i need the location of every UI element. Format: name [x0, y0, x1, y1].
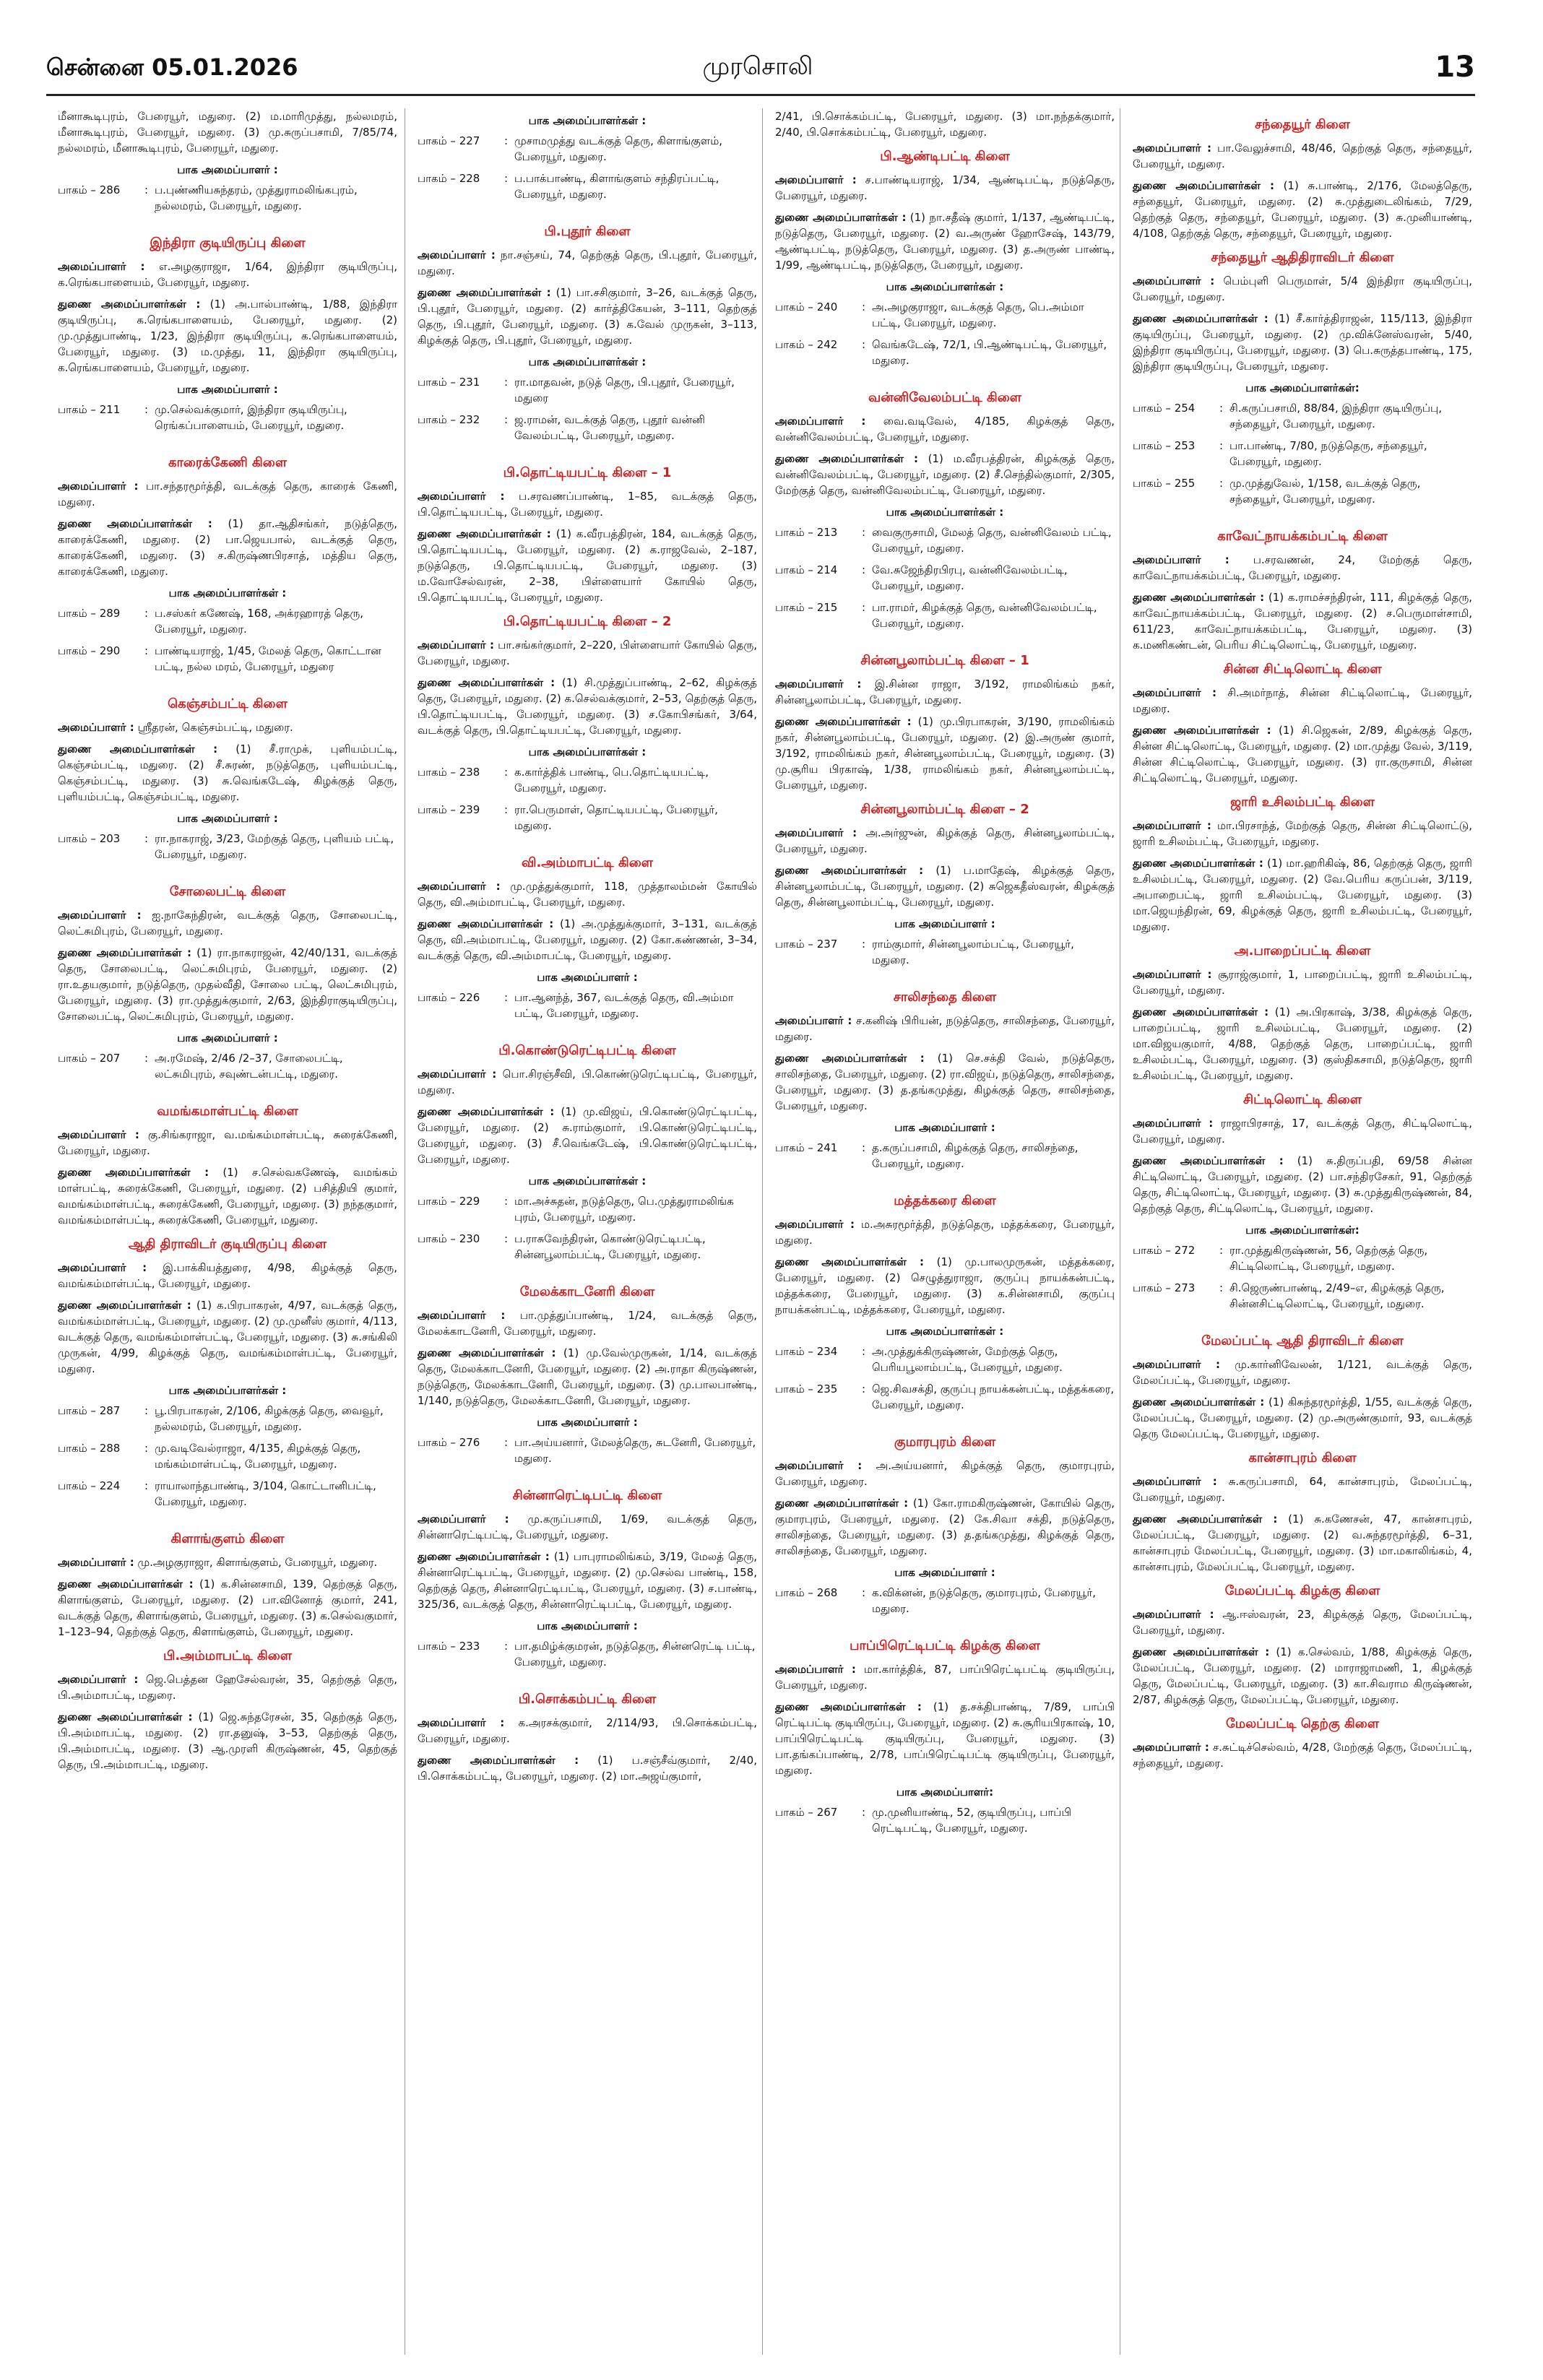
booth-entry: பாகம் – 226 : பா.ஆனந்த், 367, வடக்குத் தெரு, வி.அம்மா பட்டி, பேரையூர், மதுரை.: [418, 991, 734, 1020]
booth-subheading: பாக அமைப்பாளர்கள் :: [168, 587, 287, 600]
page-header: [46, 51, 1475, 85]
organizer-para: அமைப்பாளர் : பொ.சிரஞ்சீவி, பி.கொண்டுரெட்டிபட்டி, பேரையூர், மதுரை.: [418, 1068, 757, 1096]
deputies-para: துணை அமைப்பாளர்கள் : (1) நா.சதீஷ் குமார், 1/137, ஆண்டிபட்டி, நடுத்தெரு, பேரையூர், மதுரை. (2) வ.அருண் ஹோசேஷ், 143/79, ஆண்டிபட்டி, நடுத்தெரு, பேரையூர், மதுரை. (3) த.அருண் பாண்டி, 1/99, ஆண்டிபட்டி, நடுத்தெரு, பேரையூர், மதுரை.: [775, 211, 1115, 272]
booth-subheading: பாக அமைப்பாளர் :: [894, 1566, 995, 1579]
booth-subheading: பாக அமைப்பாளர் :: [537, 971, 638, 984]
deputies-para: துணை அமைப்பாளர்கள் : (1) சு.திருப்பதி, 69/58 சின்ன சிட்டிலொட்டி, பேரையூர், மதுரை. (2) பா.சந்திரசேகர், 91, தெற்குத் தெரு, சிட்டிலொட்டி, பேரையூர், மதுரை. (3) சு.முத்துகிருஷ்ணன், 84, தெற்குத் தெரு, சிட்டிலொட்டி, பேரையூர், மதுரை.: [1133, 1154, 1472, 1215]
organizer-para: அமைப்பாளர் : அ.அய்யனார், கிழக்குத் தெரு, குமாரபுரம், பேரையூர், மதுரை.: [775, 1459, 1115, 1488]
booth-subheading: பாக அமைப்பாளர் :: [537, 1416, 638, 1429]
deputies-para: துணை அமைப்பாளர்கள் : (1) க.சின்னசாமி, 139, தெற்குத் தெரு, கிளாங்குளம், பேரையூர், மதுரை. (2) பா.வினோத் குமார், 241, வடக்குத் தெரு, கிளாங்குளம், பேரையூர், மதுரை. (3) க.செல்வகுமார், 1–123–94, தெற்குத் தெரு, கிளாங்குளம், பேரையூர், மதுரை.: [58, 1578, 397, 1638]
column-4: [1133, 108, 1472, 1777]
booth-entry: பாகம் – 272 : ரா.முத்துகிருஷ்ணன், 56, தெற்குத் தெரு, சிட்டிலொட்டி, பேரையூர், மதுரை.: [1133, 1244, 1428, 1273]
booth-entry: பாகம் – 230 : ப.ராசுவேந்திரன், கொண்டுரெட்டிபட்டி, சின்னபூலாம்பட்டி, பேரையூர், மதுரை.: [418, 1232, 706, 1261]
booth-subheading: பாக அமைப்பாளர்கள் :: [528, 745, 647, 758]
organizer-para: அமைப்பாளர் : மா.கார்த்திக், 87, பாப்பிரெட்டிபட்டி குடியிருப்பு, பேரையூர், மதுரை.: [775, 1663, 1115, 1692]
booth-entry: பாகம் – 237 : ராம்குமார், சின்னபூலாம்பட்டி, பேரையூர், மதுரை.: [775, 938, 1074, 966]
organizer-para: அமைப்பாளர் : ப.சரவணப்பாண்டி, 1–85, வடக்குத் தெரு, பி.தொட்டியபட்டி, பேரையூர், மதுரை.: [418, 490, 757, 519]
booth-entry: பாகம் – 224 : ராயாலாந்தபாண்டி, 3/104, கொட்டானிபட்டி, பேரையூர், மதுரை.: [58, 1479, 376, 1508]
organizer-para: அமைப்பாளர் : சூராஜ்குமார், 1, பாறைப்பட்டி, ஜாரி உசிலம்பட்டி, பேரையூர், மதுரை.: [1133, 968, 1472, 997]
booth-subheading: பாக அமைப்பாளர் :: [177, 1031, 278, 1044]
deputies-para: துணை அமைப்பாளர்கள் : (1) க.வீரபத்திரன், 184, வடக்குத் தெரு, பி.தொட்டியபட்டி, பேரையூர், மதுரை. (2) க.ராஜவேல், 2–187, நடுத்தெரு, பி.தொட்டியபட்டி, பேரையூர், மதுரை. (3) ம.வோசேல்வரன், 2–38, பிள்ளையார் கோயில் தெரு, பி.தொட்டியபட்டி, பேரையூர், மதுரை.: [418, 527, 757, 604]
booth-subheading: பாக அமைப்பாளர் :: [894, 917, 995, 930]
booth-entry: பாகம் – 241 : த.கருப்பசாமி, கிழக்குத் தெரு, சாலிசந்தை, பேரையூர், மதுரை.: [775, 1141, 1079, 1170]
branch-heading: சின்னபூலாம்பட்டி கிளை – 1: [860, 653, 1029, 668]
branch-heading: சிட்டிலொட்டி கிளை: [1242, 1092, 1362, 1107]
branch-heading: ஆதி திராவிடர் குடியிருப்பு கிளை: [128, 1237, 327, 1252]
deputies-para: துணை அமைப்பாளர்கள் : (1) க.ராமச்சந்திரன், 111, கிழக்குத் தெரு, காவேட்நாயக்கம்பட்டி, பேரையூர், மதுரை. (2) ச.பெருமாள்சாமி, 611/23, காவேட்நாயக்கம்பட்டி, பேரையூர், மதுரை. (3) க.மணிகண்டன், பெரிய சிட்டிலொட்டி, பேரையூர், மதுரை.: [1133, 591, 1472, 652]
organizer-para: அமைப்பாளர் : ஜெ.பெத்தன ஹேசேல்வரன், 35, தெற்குத் தெரு, பி.அம்மாபட்டி, மதுரை.: [58, 1673, 397, 1702]
branch-heading: கெஞ்சம்பட்டி கிளை: [168, 696, 288, 711]
organizer-para: அமைப்பாளர் : ராஜாபிரசாத், 17, வடக்குத் தெரு, சிட்டிலொட்டி, பேரையூர், மதுரை.: [1133, 1117, 1472, 1146]
branch-heading: பி.தொட்டியபட்டி கிளை – 2: [503, 614, 672, 629]
booth-entry: பாகம் – 254 : சி.கருப்பசாமி, 88/84, இந்திரா குடியிருப்பு, சந்தையூர், பேரையூர், மதுரை.: [1133, 402, 1442, 430]
booth-entry: பாகம் – 288 : மு.வடிவேல்ராஜா, 4/135, கிழக்குத் தெரு, மங்கம்மாள்பட்டி, பேரையூர், மதுரை.: [58, 1442, 361, 1471]
branch-heading: பி.கொண்டுரெட்டிபட்டி கிளை: [498, 1043, 676, 1058]
booth-entry: பாகம் – 231 : ரா.மாதவன், நடுத் தெரு, பி.புதூர், பேரையூர், மதுரை: [418, 376, 735, 404]
branch-heading: சந்தையூர் ஆதிதிராவிடர் கிளை: [1211, 250, 1394, 265]
booth-subheading: பாக அமைப்பாளர்கள் :: [528, 355, 647, 368]
deputies-para: துணை அமைப்பாளர்கள் : (1) பா.சசிகுமார், 3–26, வடக்குத் தெரு, பி.புதூர், பேரையூர், மதுரை. (2) கார்த்திகேயன், 3–111, தெற்குத் தெரு, பி.புதூர், பேரையூர், மதுரை. (3) க.வேல் முருகன், 3–113, கிழக்குத் தெரு, பி.புதூர், பேரையூர், மதுரை.: [418, 286, 757, 347]
booth-entry: பாகம் – 235 : ஜெ.சிவசக்தி, குருப்பு நாயக்கன்பட்டி, மத்தக்கரை, பேரையூர், மதுரை.: [775, 1382, 1115, 1411]
continued-text: 2/41, பி.சொக்கம்பட்டி, பேரையூர், மதுரை. (3) மா.நந்தக்குமார், 2/40, பி.சொக்கம்பட்டி, பேரையூர், மதுரை.: [775, 110, 1115, 139]
booth-entry: பாகம் – 268 : க.விக்னன், நடுத்தெரு, குமாரபுரம், பேரையூர், மதுரை.: [775, 1586, 1096, 1615]
booth-entry: பாகம் – 253 : பா.பாண்டி, 7/80, நடுத்தெரு, சந்தையூர், பேரையூர், மதுரை.: [1133, 439, 1427, 468]
booth-subheading: பாக அமைப்பாளர்கள் :: [168, 1384, 287, 1397]
column-divider: [762, 108, 763, 2355]
booth-entry: பாகம் – 203 : ரா.நாகராஜ், 3/23, மேற்குத் தெரு, புளியம் பட்டி, பேரையூர், மதுரை.: [58, 832, 394, 861]
branch-heading: குமாரபுரம் கிளை: [894, 1435, 996, 1450]
booth-subheading: பாக அமைப்பாளர் :: [177, 383, 278, 396]
page-number: 13: [1435, 51, 1475, 84]
organizer-para: அமைப்பாளர் : சி.அமர்நாத், சின்ன சிட்டிலொட்டி, பேரையூர், மதுரை.: [1133, 686, 1472, 715]
branch-heading: வி.அம்மாபட்டி கிளை: [521, 855, 654, 870]
booth-subheading: பாக அமைப்பாளர்கள் :: [886, 506, 1004, 519]
booth-entry: பாகம் – 229 : மா.அச்சுதன், நடுத்தெரு, பெ.முத்துராமலிங்க புரம், பேரையூர், மதுரை.: [418, 1195, 734, 1224]
organizer-para: அமைப்பாளர் : இ.சின்ன ராஜா, 3/192, ராமலிங்கம் நகர், சின்னபூலாம்பட்டி, பேரையூர், மதுரை.: [775, 678, 1115, 706]
deputies-para: துணை அமைப்பாளர்கள் : (1) சு.பாண்டி, 2/176, மேலத்தெரு, சந்தையூர், பேரையூர், மதுரை. (2) சு.முத்துடைலிங்கம், 7/29, தெற்குத் தெரு, சந்தையூர், பேரையூர், மதுரை. (3) சு.முனியாண்டி, 4/108, தெற்குத் தெரு, சந்தையூர், பேரையூர், மதுரை.: [1133, 179, 1472, 240]
organizer-para: அமைப்பாளர் : மு.கார்னிவேலன், 1/121, வடக்குத் தெரு, மேலப்பட்டி, பேரையூர், மதுரை.: [1133, 1358, 1472, 1387]
branch-heading: வமங்கமாள்பட்டி கிளை: [157, 1104, 298, 1119]
deputies-para: துணை அமைப்பாளர்கள் : (1) பாபுராமலிங்கம், 3/19, மேலத் தெரு, சின்னாரெட்டிபட்டி, பேரையூர், மதுரை. (2) மு.செல்வ பாண்டி, 158, தெற்குத் தெரு, சின்னாரெட்டிபட்டி, பேரையூர், மதுரை. (3) ச.பாண்டி, 325/36, வடக்குத் தெரு, சின்னாரெட்டிபட்டி, பேரையூர், மதுரை.: [418, 1550, 757, 1611]
edition-date: சென்னை 05.01.2026: [46, 53, 298, 81]
column-3: [775, 108, 1115, 1842]
organizer-para: அமைப்பாளர் : ப.சரவணன், 24, மேற்குத் தெரு, காவேட்நாயக்கம்பட்டி, பேரையூர், மதுரை.: [1133, 553, 1472, 582]
deputies-para: துணை அமைப்பாளர்கள் : (1) மு.வேல்முருகன், 1/14, வடக்குத் தெரு, மேலக்காடனேரி, பேரையூர், மதுரை. (2) அ.ராதா கிருஷ்ணன், நடுத்தெரு, மேலக்காடனேரி, பேரையூர், மதுரை. (3) மு.பாலபாண்டி, 1/140, நடுத்தெரு, மேலக்காடனேரி, பேரையூர், மதுரை.: [418, 1346, 757, 1407]
branch-heading: பாப்பிரெட்டிபட்டி கிழக்கு கிளை: [850, 1638, 1040, 1653]
booth-entry: பாகம் – 290 : பாண்டியராஜ், 1/45, மேலத் தெரு, கொட்டான பட்டி, நல்ல மரம், பேரையூர், மதுரை: [58, 644, 381, 673]
column-1: [58, 108, 397, 1778]
deputies-para: துணை அமைப்பாளர்கள் : (1) சீ.கார்த்திராஜன், 115/113, இந்திரா குடியிருப்பு, பேரையூர், மதுரை. (2) மு.விக்னேஸ்வரன், 5/40, இந்திரா குடியிருப்பு, பேரையூர், மதுரை. (3) பெ.சுருத்தபாண்டி, 175, இந்திரா குடியிருப்பு, பேரையூர், மதுரை.: [1133, 312, 1472, 373]
booth-subheading: பாக அமைப்பாளர்:: [896, 1786, 994, 1799]
booth-entry: பாகம் – 238 : க.கார்த்திக் பாண்டி, பெ.தொட்டியபட்டி, பேரையூர், மதுரை.: [418, 766, 709, 795]
newspaper-name: முரசொலி: [702, 52, 813, 81]
booth-entry: பாகம் – 286 : ப.புண்ணியசுந்தரம், முத்துராமலிங்கபுரம், நல்லமரம், பேரையூர், மதுரை.: [58, 182, 397, 214]
branch-heading: சாலிசந்தை கிளை: [893, 990, 997, 1005]
organizer-para: அமைப்பாளர் : பா.வேலுச்சாமி, 48/46, தெற்குத் தெரு, சந்தையூர், பேரையூர், மதுரை.: [1133, 142, 1472, 170]
deputies-para: துணை அமைப்பாளர்கள் : (1) ப.சஞ்சீவ்குமார், 2/40, பி.சொக்கம்பட்டி, பேரையூர், மதுரை. (2) மா.அஜய்குமார்,: [418, 1754, 757, 1783]
booth-entry: பாகம் – 242 : வெங்கடேஷ், 72/1, பி.ஆண்டிபட்டி, பேரையூர், மதுரை.: [775, 338, 1107, 367]
deputies-para: துணை அமைப்பாளர்கள் : (1) அ.பால்பாண்டி, 1/88, இந்திரா குடியிருப்பு, க.ரெங்கபாளையம், பேரையூர், மதுரை. (2) மு.முத்துபாண்டி, 1/23, இந்திரா குடியிருப்பு, க.ரெங்கபாளையம், பேரையூர், மதுரை. (3) ம.முத்து, 11, இந்திரா குடியிருப்பு, க.ரெங்கபாளையம், பேரையூர், மதுரை.: [58, 298, 397, 374]
deputies-para: துணை அமைப்பாளர்கள் : (1) தா.ஆதிசங்கர், நடுத்தெரு, காரைக்கேணி, மதுரை. (2) பா.ஜெயபால், வடக்குத் தெரு, காரைக்கேணி, மதுரை. (3) ச.கிருஷ்ணபிரசாத், மத்திய தெரு, காரைக்கேணி, மதுரை.: [58, 517, 397, 578]
organizer-para: அமைப்பாளர் : கு.சிங்கராஜா, வ.மங்கம்மாள்பட்டி, சுரைக்கேணி, பேரையூர், மதுரை.: [58, 1128, 397, 1157]
booth-entry: பாகம் – 240 : அ.அழகுராஜா, வடக்குத் தெரு, பெ.அம்மா பட்டி, பேரையூர், மதுரை.: [775, 300, 1084, 329]
organizer-para: அமைப்பாளர் : மு.அழகுராஜா, கிளாங்குளம், பேரையூர், மதுரை.: [58, 1556, 378, 1569]
booth-subheading: பாக அமைப்பாளர் :: [177, 812, 278, 825]
organizer-para: அமைப்பாளர் : பா.சங்கர்குமார், 2–220, பிள்ளையார் கோயில் தெரு, பேரையூர், மதுரை.: [418, 639, 757, 667]
branch-heading: சின்ன சிட்டிலொட்டி கிளை: [1223, 662, 1382, 677]
booth-entry: பாகம் – 207 : அ.ரமேஷ், 2/46 /2–37, சோலைபட்டி, லட்சுமிபுரம், சவுண்டன்பட்டி, மதுரை.: [58, 1052, 343, 1081]
booth-entry: பாகம் – 255 : மு.முத்துவேல், 1/158, வடக்குத் தெரு, சந்தையூர், பேரையூர், மதுரை.: [1133, 477, 1421, 506]
branch-heading: மேலக்காடனேரி கிளை: [519, 1284, 655, 1299]
deputies-para: துணை அமைப்பாளர்கள் : (1) சு.கணேசன், 47, கான்சாபுரம், மேலப்பட்டி, பேரையூர், மதுரை. (2) வ.சுந்தரமூர்த்தி, 6–31, கான்சாபுரம் மேலப்பட்டி, பேரையூர், மதுரை. (3) மா.மகாலிங்கம், 4, கான்சாபுரம், மேலப்பட்டி, பேரையூர், மதுரை.: [1133, 1513, 1472, 1573]
booth-entry: பாகம் – 276 : பா.அய்யனார், மேலத்தெரு, சுடனேரி, பேரையூர், மதுரை.: [418, 1436, 756, 1465]
branch-heading: சோலைபட்டி கிளை: [169, 884, 286, 899]
branch-heading: பி.ஆண்டிபட்டி கிளை: [880, 149, 1010, 164]
deputies-para: துணை அமைப்பாளர்கள் : (1) க.செல்வம், 1/88, கிழக்குத் தெரு, மேலப்பட்டி, பேரையூர், மதுரை. (2) மாராஜாமணி, 1, கிழக்குத் தெரு, மேலப்பட்டி, பேரையூர், மதுரை. (3) கா.சிவராம கிருஷ்ணன், 2/87, கிழக்குத் தெரு, மேலப்பட்டி, பேரையூர், மதுரை.: [1133, 1645, 1472, 1706]
deputies-para: துணை அமைப்பாளர்கள் : (1) கோ.ராமகிருஷ்ணன், கோயில் தெரு, குமாரபுரம், பேரையூர், மதுரை. (2) கே.சிவா சக்தி, நடுத்தெரு, சாலிசந்தை, பேரையூர், மதுரை. (3) த.தங்கமுத்து, கிழக்குத் தெரு, சாலிசந்தை, பேரையூர், மதுரை.: [775, 1497, 1115, 1557]
organizer-para: அமைப்பாளர் : க.அரசக்குமார், 2/114/93, பி.சொக்கம்பட்டி, பேரையூர், மதுரை.: [418, 1716, 757, 1745]
branch-heading: மேலப்பட்டி ஆதி திராவிடர் கிளை: [1201, 1333, 1404, 1349]
organizer-para: அமைப்பாளர் : ச.கனிஷ் பிரியன், நடுத்தெரு, சாலிசந்தை, பேரையூர், மதுரை.: [775, 1014, 1115, 1043]
deputies-para: துணை அமைப்பாளர்கள் : (1) மு.விஜய், பி.கொண்டுரெட்டிபட்டி, பேரையூர், மதுரை. (2) சு.ராம்குமார், பி.கொண்டுரெட்டிபட்டி, பேரையூர், மதுரை. (3) சீ.வெங்கடேஷ், பி.கொண்டுரெட்டிபட்டி, பேரையூர், மதுரை.: [418, 1105, 757, 1166]
continued-text: மீனாகூடிபுரம், பேரையூர், மதுரை. (2) ம.மாரிமுத்து, நல்லமரம், மீனாகூடிபுரம், பேரையூர், மதுரை. (3) மு.சுருப்பசாமி, 7/85/74, நல்லமரம், மீனாகூடிபுரம், பேரையூர், மதுரை.: [58, 110, 397, 155]
booth-subheading: பாக அமைப்பாளர் :: [894, 1121, 995, 1134]
organizer-para: அமைப்பாளர் : ச.சுட்டிச்செல்வம், 4/28, மேற்குத் தெரு, மேலப்பட்டி, சந்தையூர், மதுரை.: [1133, 1741, 1472, 1770]
column-2: [418, 108, 757, 1790]
branch-heading: சின்னாரெட்டிபட்டி கிளை: [512, 1488, 662, 1503]
booth-entry: பாகம் – 215 : பா.ராமர், கிழக்குத் தெரு, வன்னிவேலம்பட்டி, பேரையூர், மதுரை.: [775, 601, 1097, 630]
deputies-para: துணை அமைப்பாளர்கள் : (1) ப.மாதேஷ், கிழக்குத் தெரு, சின்னபூலாம்பட்டி, பேரையூர், மதுரை. (2) சுஜெகதீஸ்வரன், கிழக்குத் தெரு, சின்னபூலாம்பட்டி, பேரையூர், மதுரை.: [775, 864, 1115, 909]
deputies-para: துணை அமைப்பாளர்கள் : (1) கிசுந்தரமூர்த்தி, 1/55, வடக்குத் தெரு, மேலப்பட்டி, பேரையூர், மதுரை. (2) மு.அருண்குமார், 93, வடக்குத் தெரு மேலப்பட்டி, பேரையூர், மதுரை.: [1133, 1395, 1472, 1440]
deputies-para: துணை அமைப்பாளர்கள் : (1) ரா.நாகராஜன், 42/40/131, வடக்குத் தெரு, சோலைபட்டி, லெட்சுமிபுரம், பேரையூர், மதுரை. (2) ரா.உதயகுமார், நடுத்தெரு, முதல்வீதி, சோலை பட்டி, லெட்சுமிபுரம், பேரையூர், மதுரை. (3) ரா.முத்துக்குமார், 2/63, இந்திராகுடியிருப்பு, சோலைபட்டி, லெட்சுமிபுரம், பேரையூர், மதுரை.: [58, 946, 397, 1023]
deputies-para: துணை அமைப்பாளர்கள் : (1) ச.செல்வகணேஷ், வமங்கம் மாள்பட்டி, சுரைக்கேணி, பேரையூர், மதுரை. (2) பசித்தியி குமார், வமங்கம்மாள்பட்டி, சுரைக்கேணி, பேரையூர், மதுரை. (3) நந்தகுமார், வமங்கம்மாள்பட்டி, சுரைக்கேணி, பேரையூர், மதுரை.: [58, 1166, 397, 1226]
organizer-para: அமைப்பாளர் : வை.வடிவேல், 4/185, கிழக்குத் தெரு, வன்னிவேலம்பட்டி, பேரையூர், மதுரை.: [775, 415, 1115, 443]
deputies-para: துணை அமைப்பாளர்கள் : (1) க.பிரபாகரன், 4/97, வடக்குத் தெரு, வமங்கம்மாள்பட்டி, பேரையூர், மதுரை. (2) மு.முனீஸ் குமார், 4/113, வடக்குத் தெரு, வமங்கம்மாள்பட்டி, பேரையூர், மதுரை. (3) சு.சங்கிலி முருகன், 4/99, கிழக்குத் தெரு, வமங்கம்மாள்பட்டி, பேரையூர், மதுரை.: [58, 1299, 397, 1375]
organizer-para: அமைப்பாளர் : எ.அழகுராஜா, 1/64, இந்திரா குடியிருப்பு, க.ரெங்கபாளையம், பேரையூர், மதுரை.: [58, 260, 397, 289]
branch-heading: ஜாரி உசிலம்பட்டி கிளை: [1230, 795, 1375, 810]
organizer-para: அமைப்பாளர் : பெம்புளி பெருமாள், 5/4 இந்திரா குடியிருப்பு, பேரையூர், மதுரை.: [1133, 274, 1472, 303]
booth-entry: பாகம் – 273 : சி.ஜெருண்பாண்டி, 2/49–எ, கிழக்குத் தெரு, சின்னசிட்டிலொட்டி, பேரையூர், மதுரை.: [1133, 1281, 1445, 1310]
branch-heading: காரைக்கேணி கிளை: [168, 455, 288, 470]
deputies-para: துணை அமைப்பாளர்கள் : (1) செ.சக்தி வேல், நடுத்தெரு, சாலிசந்தை, பேரையூர், மதுரை. (2) ரா.விஜய், நடுத்தெரு, சாலிசந்தை, பேரையூர், மதுரை. (3) த.தங்கமுத்து, கிழக்குத் தெரு, சாலிசந்தை, பேரையூர், மதுரை.: [775, 1052, 1115, 1112]
deputies-para: துணை அமைப்பாளர்கள் : (1) த.சக்திபாண்டி, 7/89, பாப்பி ரெட்டிபட்டி குடியிருப்பு, பேரையூர், மதுரை. (2) சு.சூரியபிரகாஷ், 10, பாப்பிரெட்டிபட்டி குடியிருப்பு, பேரையூர், மதுரை. (3) பா.தங்கப்பாண்டி, 2/78, பாப்பிரெட்டிபட்டி குடியிருப்பு, பேரையூர், மதுரை.: [775, 1700, 1115, 1777]
header-rule: [46, 94, 1475, 96]
deputies-para: துணை அமைப்பாளர்கள் : (1) சி.ஜெகன், 2/89, கிழக்குத் தெரு, சின்ன சிட்டிலொட்டி, பேரையூர், மதுரை. (2) மா.முத்து வேல், 3/119, சின்ன சிட்டிலொட்டி, பேரையூர், மதுரை. (3) ரா.குருசாமி, சின்ன சிட்டிலொட்டி, பேரையூர், மதுரை.: [1133, 724, 1472, 784]
organizer-para: அமைப்பாளர் : ம.அசுரமூர்த்தி, நடுத்தெரு, மத்தக்கரை, பேரையூர், மதுரை.: [775, 1218, 1115, 1247]
booth-subheading: பாக அமைப்பாளர் :: [537, 1619, 638, 1632]
branch-heading: அ.பாறைப்பட்டி கிளை: [1234, 943, 1371, 959]
booth-entry: பாகம் – 233 : பா.தமிழ்க்குமரன், நடுத்தெரு, சின்னரெட்டி பட்டி, பேரையூர், மதுரை.: [418, 1640, 756, 1669]
booth-entry: பாகம் – 239 : ரா.பெருமாள், தொட்டியபட்டி, பேரையூர், மதுரை.: [418, 803, 718, 832]
booth-entry: பாகம் – 228 : ப.பாக்பாண்டி, கிளாங்குளம் சந்திரப்பட்டி, பேரையூர், மதுரை.: [418, 172, 719, 201]
branch-heading: மேலப்பட்டி தெற்கு கிளை: [1225, 1716, 1380, 1731]
booth-entry: பாகம் – 289 : ப.சஸ்கர் கணேஷ், 168, அக்ரஹாரத் தெரு, பேரையூர், மதுரை.: [58, 607, 364, 636]
organizer-para: அமைப்பாளர் : பா.சந்தரமூர்த்தி, வடக்குத் தெரு, காரைக் கேணி, மதுரை.: [58, 480, 397, 509]
organizer-para: அமைப்பாளர் : அ.அர்ஜுன், கிழக்குத் தெரு, சின்னபூலாம்பட்டி, பேரையூர், மதுரை.: [775, 826, 1115, 855]
booth-entry: பாகம் – 234 : அ.முத்துக்கிருஷ்ணன், மேற்குத் தெரு, பெரியபூலாம்பட்டி, பேரையூர், மதுரை.: [775, 1345, 1063, 1374]
branch-heading: மத்தக்கரை கிளை: [894, 1193, 996, 1208]
branch-heading: பி.அம்மாபட்டி கிளை: [163, 1648, 292, 1663]
branch-heading: பி.புதூர் கிளை: [544, 224, 631, 239]
organizer-para: அமைப்பாளர் : ச.பாண்டியராஜ், 1/34, ஆண்டிபட்டி, நடுத்தெரு, பேரையூர், மதுரை.: [775, 173, 1115, 202]
booth-number: பாகம் – 286: [58, 183, 121, 196]
branch-heading: சந்தையூர் கிளை: [1255, 117, 1350, 132]
organizer-para: அமைப்பாளர் : பா.முத்துப்பாண்டி, 1/24, வடக்குத் தெரு, மேலக்காடனேரி, பேரையூர், மதுரை.: [418, 1309, 757, 1338]
branch-heading: பி.சொக்கம்பட்டி கிளை: [518, 1692, 657, 1707]
deputies-para: துணை அமைப்பாளர்கள் : (1) அ.பிரகாஷ், 3/38, கிழக்குத் தெரு, பாறைப்பட்டி, ஜாரி உசிலம்பட்டி, பேரையூர், மதுரை. (2) மா.விஜயகுமார், 4/88, தெற்குத் தெரு, பாறைப்பட்டி, ஜாரி உசிலம்பட்டி, பேரையூர், மதுரை. (3) குஸ்திகசாமி, நடுத்தெரு, ஜாரி உசிலம்பட்டி, பேரையூர், மதுரை.: [1133, 1005, 1472, 1082]
booth-subheading: பாக அமைப்பாளர்கள்:: [1245, 1224, 1360, 1237]
deputies-para: துணை அமைப்பாளர்கள் : (1) சீ.ராமுக், புளியம்பட்டி, கெஞ்சம்பட்டி, மதுரை. (2) சீ.சுரண், நடுத்தெரு, புளியம்பட்டி, கெஞ்சம்பட்டி, மதுரை. (3) சு.வெங்கடேஷ், கிழக்குத் தெரு, புளியம்பட்டி, கெஞ்சம்பட்டி, மதுரை.: [58, 743, 397, 803]
deputies-para: துணை அமைப்பாளர்கள் : (1) அ.முத்துக்குமார், 3–131, வடக்குத் தெரு, வி.அம்மாபட்டி, பேரையூர், மதுரை. (2) கோ.கண்ணன், 3–34, வடக்குத் தெரு, வி.அம்மாபட்டி, பேரையூர், மதுரை.: [418, 917, 757, 962]
branch-heading: கிளாங்குளம் கிளை: [170, 1531, 285, 1546]
organizer-para: அமைப்பாளர் : ஆ.ஈஸ்வரன், 23, கிழக்குத் தெரு, மேலப்பட்டி, பேரையூர், மதுரை.: [1133, 1608, 1472, 1637]
deputies-para: துணை அமைப்பாளர்கள் : (1) மா.ஹரிகிஷ், 86, தெற்குத் தெரு, ஜாரி உசிலம்பட்டி, பேரையூர், மதுரை. (2) வே.பெரிய கருப்பன், 3/119, அபாறைபட்டி, ஜாரி உசிலம்பட்டி, பேரையூர், மதுரை. (3) மா.ஜெயந்திரன், 69, கிழக்குத் தெரு, ஜாரி உசிலம்பட்டி, பேரையூர், மதுரை.: [1133, 857, 1472, 933]
booth-entry: பாகம் – 287 : பூ.பிரபாகரன், 2/106, கிழக்குத் தெரு, வைவூர், நல்லமரம், பேரையூர், மதுரை.: [58, 1404, 384, 1433]
branch-heading: பி.தொட்டியபட்டி கிளை – 1: [503, 465, 672, 480]
deputies-para: துணை அமைப்பாளர்கள் : (1) சி.முத்துப்பாண்டி, 2–62, கிழக்குத் தெரு, பேரையூர், மதுரை. (2) க.செல்வக்குமார், 2–53, தெற்குத் தெரு, பி.தொட்டியபட்டி, பேரையூர், மதுரை. (3) ச.கோபிசங்கர், 3/64, வடக்குத் தெரு, பி.தொட்டியபட்டி, பேரையூர், மதுரை.: [418, 676, 757, 737]
deputies-para: துணை அமைப்பாளர்கள் : (1) மு.பாலமுருகன், மத்தக்கரை, பேரையூர், மதுரை. (2) செழுத்துராஜா, குருப்பு நாயக்கன்பட்டி, மத்தக்கரை, பேரையூர், மதுரை. (3) க.சின்னசாமி, குருப்பு நாயக்கன்பட்டி, மத்தக்கரை, பேரையூர், மதுரை.: [775, 1255, 1115, 1316]
booth-entry: பாகம் – 211 : மு.செல்வக்குமார், இந்திரா குடியிருப்பு, ரெங்கப்பாளையம், பேரையூர், மதுரை.: [58, 403, 347, 432]
deputies-para: துணை அமைப்பாளர்கள் : (1) ம.வீரபத்திரன், கிழக்குத் தெரு, வன்னிவேலம்பட்டி, பேரையூர், மதுரை. (2) சீ.செந்தில்குமார், 2/305, மேற்குத் தெரு, வன்னிவேலம்பட்டி, பேரையூர், மதுரை.: [775, 452, 1115, 497]
branch-heading: வன்னிவேலம்பட்டி கிளை: [868, 390, 1021, 405]
organizer-para: அமைப்பாளர் : ஐ.நாகேந்திரன், வடக்குத் தெரு, சோலைபட்டி, லெட்சுமிபுரம், பேரையூர், மதுரை.: [58, 909, 397, 938]
booth-entry: பாகம் – 267 : மு.முனியாண்டி, 52, குடியிருப்பு, பாப்பி ரெட்டிபட்டி, பேரையூர், மதுரை.: [775, 1806, 1072, 1835]
deputies-para: துணை அமைப்பாளர்கள் : (1) ஜெ.சுந்தரேசன், 35, தெற்குத் தெரு, பி.அம்மாபட்டி, மதுரை. (2) ரா.தனுஷ், 3–53, தெற்குத் தெரு, பி.அம்மாபட்டி, மதுரை. (3) ஆ.முரளி கிருஷ்ணன், 45, தெற்குத் தெரு, பி.அம்மாபட்டி, மதுரை.: [58, 1710, 397, 1771]
booth-subheading: பாக அமைப்பாளர்கள்:: [1245, 381, 1360, 394]
branch-heading: காவேட்நாயக்கம்பட்டி கிளை: [1217, 529, 1388, 544]
organizer-para: அமைப்பாளர் : ஸ்ரீதரன், கெஞ்சம்பட்டி, மதுரை.: [58, 721, 293, 734]
booth-subheading: பாக அமைப்பாளர் :: [177, 163, 278, 176]
organizer-para: அமைப்பாளர் : நா.சஞ்சய், 74, தெற்குத் தெரு, பி.புதூர், பேரையூர், மதுரை.: [418, 248, 757, 277]
booth-entry: பாகம் – 214 : வே.சுஜேந்திரபிரபு, வன்னிவேலம்பட்டி, பேரையூர், மதுரை.: [775, 563, 1068, 592]
organizer-para: அமைப்பாளர் : மு.முத்துக்குமார், 118, முத்தாலம்மன் கோயில் தெரு, வி.அம்மாபட்டி, பேரையூர், மதுரை.: [418, 880, 757, 909]
booth-subheading: பாக அமைப்பாளர்கள் :: [886, 1325, 1004, 1338]
branch-heading: சின்னபூலாம்பட்டி கிளை – 2: [860, 802, 1029, 817]
booth-entry: பாகம் – 232 : ஜ.ராமன், வடக்குத் தெரு, புதூர் வன்னி வேலம்பட்டி, பேரையூர், மதுரை.: [418, 413, 705, 442]
booth-entry: பாகம் – 213 : வைகுருசாமி, மேலத் தெரு, வன்னிவேலம் பட்டி, பேரையூர், மதுரை.: [775, 526, 1112, 555]
booth-value: ப.புண்ணியசுந்தரம், முத்துராமலிங்கபுரம், நல்லமரம், பேரையூர், மதுரை.: [155, 183, 358, 212]
organizer-para: அமைப்பாளர் : சு.கருப்பசாமி, 64, கான்சாபுரம், மேலப்பட்டி, பேரையூர், மதுரை.: [1133, 1475, 1472, 1504]
booth-subheading: பாக அமைப்பாளர்கள் :: [886, 280, 1004, 293]
deputies-para: துணை அமைப்பாளர்கள் : (1) மு.பிரபாகரன், 3/190, ராமலிங்கம் நகர், சின்னபூலாம்பட்டி, பேரையூர், மதுரை. (2) இ.அருண் குமார், 3/192, ராமலிங்கம் நகர், சின்னபூலாம்பட்டி, பேரையூர், மதுரை. (3) மு.சூரிய பிரகாஷ், 1/38, ராமலிங்கம் நகர், சின்னபூலாம்பட்டி, பேரையூர், மதுரை.: [775, 715, 1115, 792]
branch-heading: இந்திரா குடியிருப்பு கிளை: [150, 235, 306, 251]
organizer-para: அமைப்பாளர் : மா.பிரசாந்த், மேற்குத் தெரு, சின்ன சிட்டிலொட்டு, ஜாரி உசிலம்பட்டி, பேரையூர், மதுரை.: [1133, 819, 1472, 848]
organizer-para: அமைப்பாளர் : மு.கருப்பசாமி, 1/69, வடக்குத் தெரு, சின்னாரெட்டிபட்டி, பேரையூர், மதுரை.: [418, 1513, 757, 1541]
branch-heading: மேலப்பட்டி கிழக்கு கிளை: [1224, 1583, 1380, 1598]
booth-subheading: பாக அமைப்பாளர்கள் :: [528, 114, 647, 127]
branch-heading: கான்சாபுரம் கிளை: [1248, 1450, 1357, 1466]
booth-subheading: பாக அமைப்பாளர்கள் :: [528, 1174, 647, 1187]
organizer-para: அமைப்பாளர் : இ.பாக்கியத்துரை, 4/98, கிழக்குத் தெரு, வமங்கம்மாள்பட்டி, பேரையூர், மதுரை.: [58, 1261, 397, 1290]
booth-entry: பாகம் – 227 : முசாமமுத்து வடக்குத் தெரு, கிளாங்குளம், பேரையூர், மதுரை.: [418, 134, 723, 163]
